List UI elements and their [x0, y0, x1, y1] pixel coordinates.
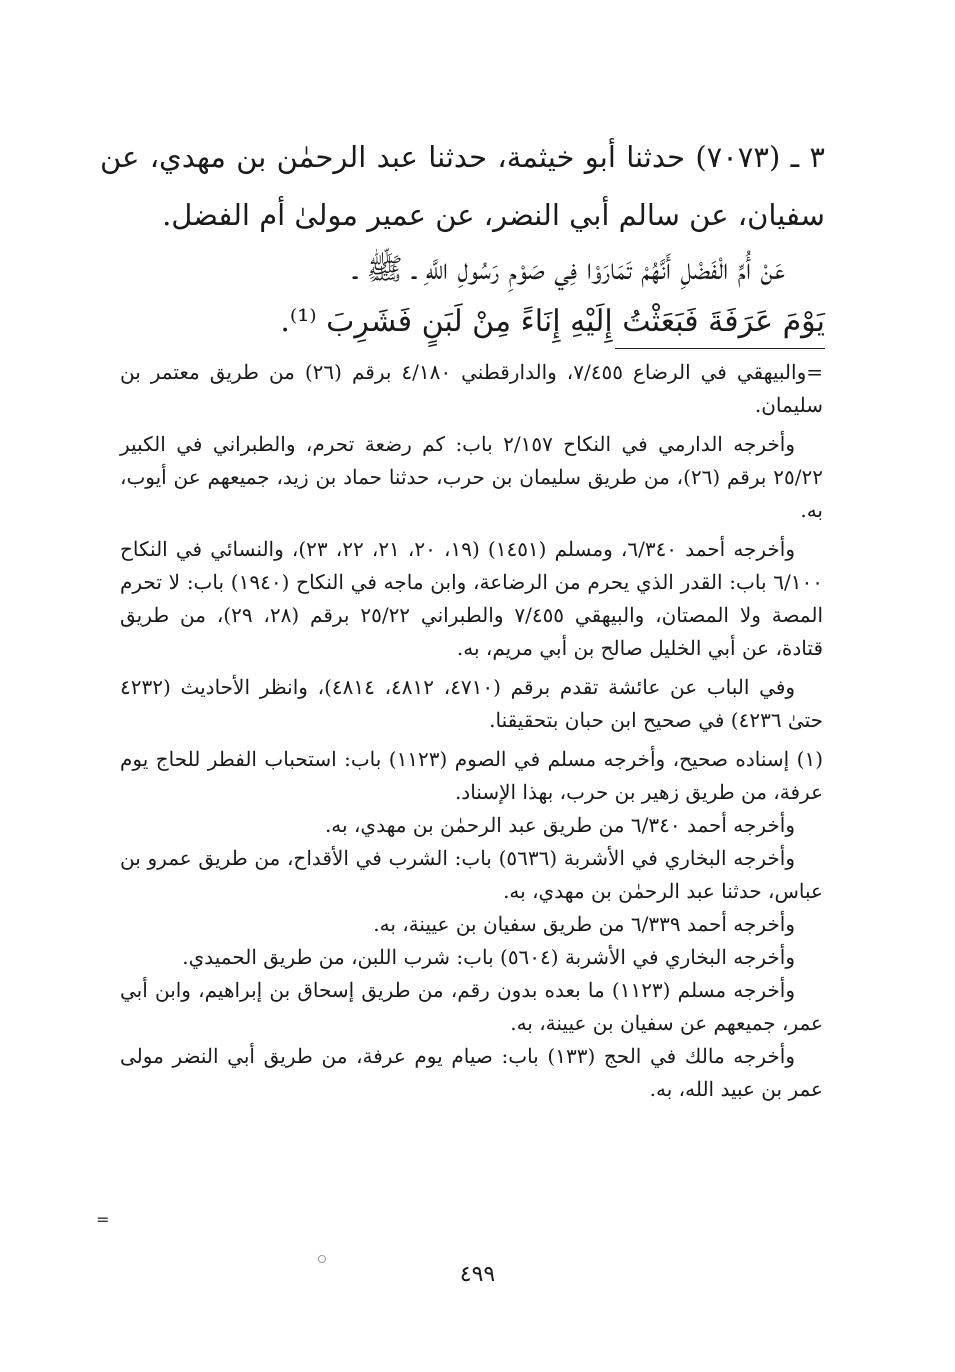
hadith-isnad: ٣ ـ (٧٠٧٣) حدثنا أبو خيثمة، حدثنا عبد الرحمٰن بن مهدي، عن سفيان، عن سالم أبي النضر، عن عمير مولىٰ أم الفضل. [100, 140, 825, 232]
footnote-paragraph: وأخرجه البخاري في الأشربة (٥٦٣٦) باب: الشرب في الأقداح، من طريق عمرو بن عباس، حدثنا عبد الرحمٰن بن مهدي، به. [120, 846, 823, 903]
footnote-divider [615, 348, 825, 349]
page-number: ٤٩٩ [459, 1262, 496, 1287]
footnote-paragraph: وفي الباب عن عائشة تقدم برقم (٤٧١٠، ٤٨١٢، ٤٨١٤)، وانظر الأحاديث (٤٢٣٢ حتىٰ ٤٢٣٦) في صحيح ابن حبان بتحقيقنا. [120, 675, 823, 732]
footnote-paragraph: وأخرجه أحمد ٦/٣٤٠ من طريق عبد الرحمٰن بن مهدي، به. [324, 813, 795, 837]
footnote-paragraph: وأخرجه الدارمي في النكاح ٢/١٥٧ باب: كم رضعة تحرم، والطبراني في الكبير ٢٥/٢٢ برقم (٢٦)، من طريق سليمان بن حرب، حدثنا حماد بن زيد، جميعهم عن أيوب، به. [120, 432, 823, 522]
footnote-paragraph: وأخرجه أحمد ٦/٣٤٠، ومسلم (١٤٥١) (١٩، ٢٠، ٢١، ٢٢، ٢٣)، والنسائي في النكاح ٦/١٠٠ باب: القدر الذي يحرم من الرضاعة، وابن ماجه في النكاح (١٩٤٠) باب: لا تحرم المصة ولا المصتان، والبيهقي ٧/٤٥٥ والطبراني ٢٥/٢٢ برقم (٢٨، ٢٩)، من طريق قتادة، عن أبي الخليل صالح بن أبي مريم، به. [120, 537, 824, 660]
main-text-block [100, 128, 825, 348]
footnotes-section [120, 356, 823, 1106]
hadith-matn-line-2: يَوْمَ عَرَفَةَ فَبَعَثْتُ إِلَيْهِ إِنَاءً مِنْ لَبَنٍ فَشَرِبَ ⁽¹⁾. [280, 304, 825, 339]
footnote-paragraph: وأخرجه البخاري في الأشربة (٥٦٠٤) باب: شرب اللبن، من طريق الحميدي. [182, 945, 795, 969]
footnote-paragraph: وأخرجه مالك في الحج (١٣٣) باب: صيام يوم عرفة، من طريق أبي النضر مولى عمر بن عبيد الله، به. [120, 1044, 823, 1101]
footnote-paragraph: (١) إسناده صحيح، وأخرجه مسلم في الصوم (١١٢٣) باب: استحباب الفطر للحاج يوم عرفة، من طريق زهير بن حرب، بهذا الإسناد. [120, 747, 824, 804]
footnote-paragraph: وأخرجه مسلم (١١٢٣) ما بعده بدون رقم، من طريق إسحاق بن إبراهيم، وابن أبي عمر، جميعهم عن سفيان بن عيينة، به. [120, 978, 823, 1035]
footnote-paragraph: =والبيهقي في الرضاع ٧/٤٥٥، والدارقطني ٤/١٨٠ برقم (٢٦) من طريق معتمر بن سليمان. [120, 360, 823, 417]
hadith-matn-line-1: عَنْ أُمِّ الْفَضْلِ أَنَّهُمْ تَمَارَوْا فِي صَوْمِ رَسُولِ اللَّهِ ـ ﷺ ـ [353, 252, 785, 287]
continuation-mark: = [96, 1210, 110, 1229]
footnote-paragraph: وأخرجه أحمد ٦/٣٣٩ من طريق سفيان بن عيينة، به. [373, 912, 795, 936]
hadith-matn [100, 244, 825, 348]
